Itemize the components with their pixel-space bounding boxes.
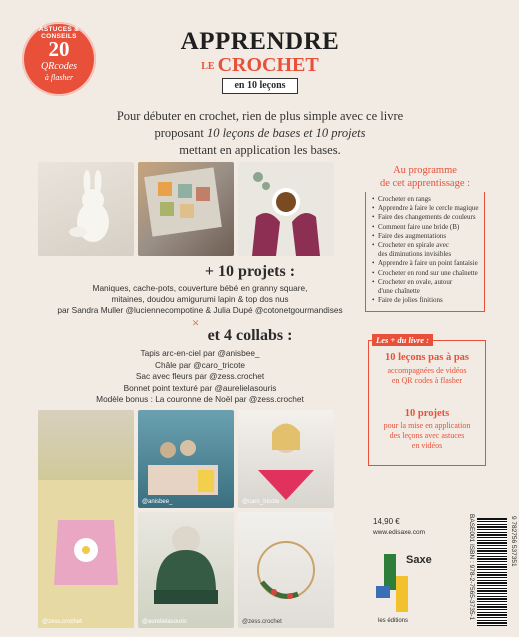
bunny-image [38, 162, 134, 256]
program-item: • Crocheter en spirale avec [372, 241, 492, 250]
program-title-1: Au programme [393, 165, 457, 176]
program-item: des diminutions invisibles [378, 250, 452, 259]
title-line2 [160, 54, 360, 77]
collabs-line1: Tapis arc-en-ciel par @anisbee_ [140, 348, 260, 358]
intro-b: proposant [154, 126, 207, 140]
collabs-line3: Sac avec fleurs par @zess.crochet [135, 371, 265, 382]
intro-text [70, 108, 450, 159]
badge-line1: QRcodes [40, 61, 78, 72]
title-line1: APPRENDRE [180, 28, 340, 55]
collabs-line5: Modèle bonus : La couronne de Noël par @zess.crochet [96, 394, 304, 405]
projects-line2: mitaines, doudou amigurumi lapin & top dos nus [111, 294, 289, 304]
program-item: • Faire des changements de couleurs [372, 213, 492, 222]
rug-photo [138, 410, 234, 508]
program-item: • Apprendre à faire un point fantaisie [372, 259, 492, 268]
publisher-logo [374, 546, 434, 630]
intro-c: 10 leçons de bases et 10 projets [206, 126, 366, 140]
hat-photo [138, 512, 234, 628]
intro-a: Pour débuter en crochet, rien de plus simple avec ce livre [116, 109, 404, 123]
isbn-text [455, 514, 475, 632]
mittens-image [238, 162, 334, 256]
title-crochet: CROCHET [217, 54, 319, 76]
book-code: BASE001 [468, 514, 475, 543]
granny-square-photo [138, 162, 234, 256]
program-item: d'une chaînette [378, 287, 420, 296]
plus-desc-2c: en vidéos [411, 441, 443, 450]
program-title [365, 162, 485, 192]
plus-tag: Les + du livre : [372, 334, 433, 346]
program-item: • Crocheter en rangs [372, 195, 492, 204]
projects-heading: + 10 projets : [204, 263, 296, 280]
publisher-editions: les éditions [378, 618, 409, 624]
wreath-image [238, 512, 334, 628]
program-title-2: de cet apprentissage : [379, 178, 471, 189]
rug-image [138, 410, 234, 508]
program-item: • Crocheter en rond sur une chaînette [372, 269, 492, 278]
projects-line1: Maniques, cache-pots, couverture bébé en granny square, [92, 283, 308, 293]
plus-heading-2: 10 projets [404, 408, 450, 419]
plus-heading-1: 10 leçons pas à pas [384, 352, 469, 363]
wreath-photo [238, 512, 334, 628]
bunny-photo [38, 162, 134, 256]
barcode-number: 9 782756 537351 [510, 516, 517, 567]
photo-caption: @zess.crochet [242, 619, 282, 625]
publisher-url: www.edisaxe.com [373, 529, 426, 536]
cross-icon: × [192, 315, 200, 330]
granny-image [138, 162, 234, 256]
collabs-line4: Bonnet point texturé par @aurelielasouris [123, 382, 277, 393]
collabs-desc [40, 348, 360, 406]
collabs-heading: et 4 collabs : [207, 327, 293, 344]
plus-desc-2a: pour la mise en application [383, 421, 471, 430]
intro-d: mettant en application les bases. [179, 143, 341, 157]
photo-caption: @anisbee_ [142, 499, 173, 505]
program-item: • Apprendre à faire le cercle magique [372, 204, 492, 213]
program-item: • Crocheter en ovale, autour [372, 278, 492, 287]
hat-image [138, 512, 234, 628]
barcode-area [455, 514, 515, 632]
photo-caption: @aurelielasouris [142, 619, 187, 625]
badge-line2: à flasher [44, 73, 74, 82]
plus-desc-1 [368, 366, 486, 386]
bag-image [38, 410, 134, 628]
mittens-photo [238, 162, 334, 256]
program-item: • Faire des augmentations [372, 232, 492, 241]
shawl-photo [238, 410, 334, 508]
plus-desc-2 [368, 421, 486, 451]
plus-desc-2b: des leçons avec astuces [389, 431, 465, 440]
title-le: LE [201, 60, 215, 72]
collabs-line2: Châle par @caro_tricote [154, 359, 246, 370]
program-list [372, 195, 492, 305]
publisher-name: Saxe [406, 554, 432, 566]
barcode [477, 518, 507, 626]
projects-desc [40, 283, 360, 316]
badge-number: 20 [48, 37, 70, 61]
plus-desc-1a: accompagnées de vidéos [387, 366, 467, 375]
program-item: • Comment faire une bride (B) [372, 223, 492, 232]
isbn-number: ISBN : 978-2-7565-3735-1 [468, 544, 475, 621]
badge-top: ASTUCES & CONSEILS [38, 26, 80, 40]
bag-photo [38, 410, 134, 628]
photo-caption: @caro_tricote [242, 499, 280, 505]
qrcode-badge [22, 22, 96, 96]
program-item: • Faire de jolies finitions [372, 296, 492, 305]
photo-caption: @zess.crochet [42, 619, 82, 625]
plus-desc-1b: en QR codes à flasher [391, 376, 463, 385]
projects-line3: par Sandra Muller @luciennecompotine & Julia Dupé @cotonetgourmandises [57, 305, 343, 315]
shawl-image [238, 410, 334, 508]
title-subtitle: en 10 leçons [222, 78, 298, 94]
price: 14,90 € [373, 517, 400, 526]
